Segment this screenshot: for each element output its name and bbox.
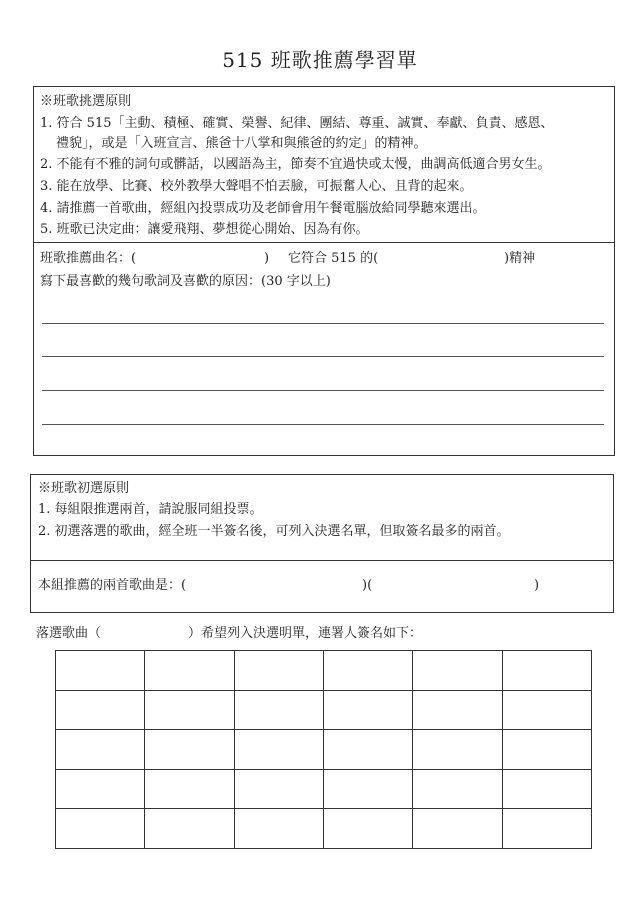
signature-cell[interactable]	[323, 809, 412, 849]
signature-cell[interactable]	[56, 690, 145, 730]
group-songs-close: )	[534, 578, 540, 593]
signature-cell[interactable]	[413, 769, 502, 809]
table-row	[56, 809, 592, 849]
signature-cell[interactable]	[502, 690, 591, 730]
principle-item: 3. 能在放學、比賽、校外教學大聲唱不怕丟臉，可振奮人心、且背的起來。	[40, 179, 473, 194]
signature-cell[interactable]	[56, 730, 145, 770]
signature-cell[interactable]	[234, 651, 323, 691]
principle-item: 禮貌」，或是「入班宣言、熊爸十八掌和與熊爸的約定」的精神。	[56, 136, 427, 151]
signature-cell[interactable]	[413, 809, 502, 849]
box-divider	[30, 560, 614, 561]
table-row	[56, 690, 592, 730]
signature-cell[interactable]	[145, 651, 234, 691]
spirit-close: )精神	[504, 251, 536, 266]
signature-cell[interactable]	[234, 690, 323, 730]
signature-cell[interactable]	[234, 769, 323, 809]
signature-cell[interactable]	[502, 730, 591, 770]
signature-cell[interactable]	[56, 809, 145, 849]
table-row	[56, 769, 592, 809]
song-name-label: 班歌推薦曲名：(	[40, 251, 137, 266]
signature-cell[interactable]	[502, 651, 591, 691]
signature-cell[interactable]	[145, 730, 234, 770]
signature-cell[interactable]	[234, 809, 323, 849]
signature-cell[interactable]	[413, 651, 502, 691]
group-songs-label: 本組推薦的兩首歌曲是：(	[38, 578, 187, 593]
table-row	[56, 730, 592, 770]
preliminary-principles-heading: ※班歌初選原則	[38, 481, 130, 496]
page-title: 515 班歌推薦學習單	[222, 48, 418, 72]
signature-cell[interactable]	[502, 809, 591, 849]
signature-cell[interactable]	[56, 769, 145, 809]
signature-cell[interactable]	[234, 730, 323, 770]
writing-line[interactable]	[42, 424, 604, 425]
preliminary-item: 2. 初選落選的歌曲，經全班一半簽名後，可列入決選名單，但取簽名最多的兩首。	[38, 524, 510, 539]
group-songs-middle: )(	[362, 578, 373, 593]
signature-cell[interactable]	[323, 730, 412, 770]
writing-line[interactable]	[42, 356, 604, 357]
writing-line[interactable]	[42, 323, 604, 324]
table-row	[56, 651, 592, 691]
song-name-close: )	[264, 251, 270, 266]
principle-item: 4. 請推薦一首歌曲，經組內投票成功及老師會用午餐電腦放給同學聽來選出。	[40, 201, 486, 216]
lyrics-prompt: 寫下最喜歡的幾句歌詞及喜歡的原因：(30 字以上)	[40, 274, 331, 289]
petition-close: ）希望列入決選明單，連署人簽名如下：	[188, 626, 423, 641]
principle-item: 1. 符合 515「主動、積極、確實、榮譽、紀律、團結、尊重、誠實、奉獻、負責、感恩、	[40, 116, 554, 131]
signature-cell[interactable]	[323, 690, 412, 730]
signature-cell[interactable]	[323, 769, 412, 809]
signature-cell[interactable]	[413, 690, 502, 730]
signature-cell[interactable]	[145, 690, 234, 730]
signature-grid	[55, 650, 592, 849]
signature-cell[interactable]	[56, 651, 145, 691]
principle-item: 5. 班歌已決定曲：讓愛飛翔、夢想從心開始、因為有你。	[40, 222, 369, 237]
petition-label: 落選歌曲（	[36, 626, 102, 641]
selection-principles-heading: ※班歌挑選原則	[40, 94, 132, 109]
writing-line[interactable]	[42, 390, 604, 391]
principle-item: 2. 不能有不雅的詞句或髒話，以國語為主，節奏不宜過快或太慢，曲調高低適合男女生。	[40, 157, 551, 172]
signature-cell[interactable]	[413, 730, 502, 770]
spirit-label: 它符合 515 的(	[288, 251, 379, 266]
preliminary-item: 1. 每組限推選兩首，請說服同組投票。	[38, 502, 263, 517]
signature-cell[interactable]	[145, 769, 234, 809]
signature-cell[interactable]	[145, 809, 234, 849]
signature-cell[interactable]	[323, 651, 412, 691]
signature-cell[interactable]	[502, 769, 591, 809]
